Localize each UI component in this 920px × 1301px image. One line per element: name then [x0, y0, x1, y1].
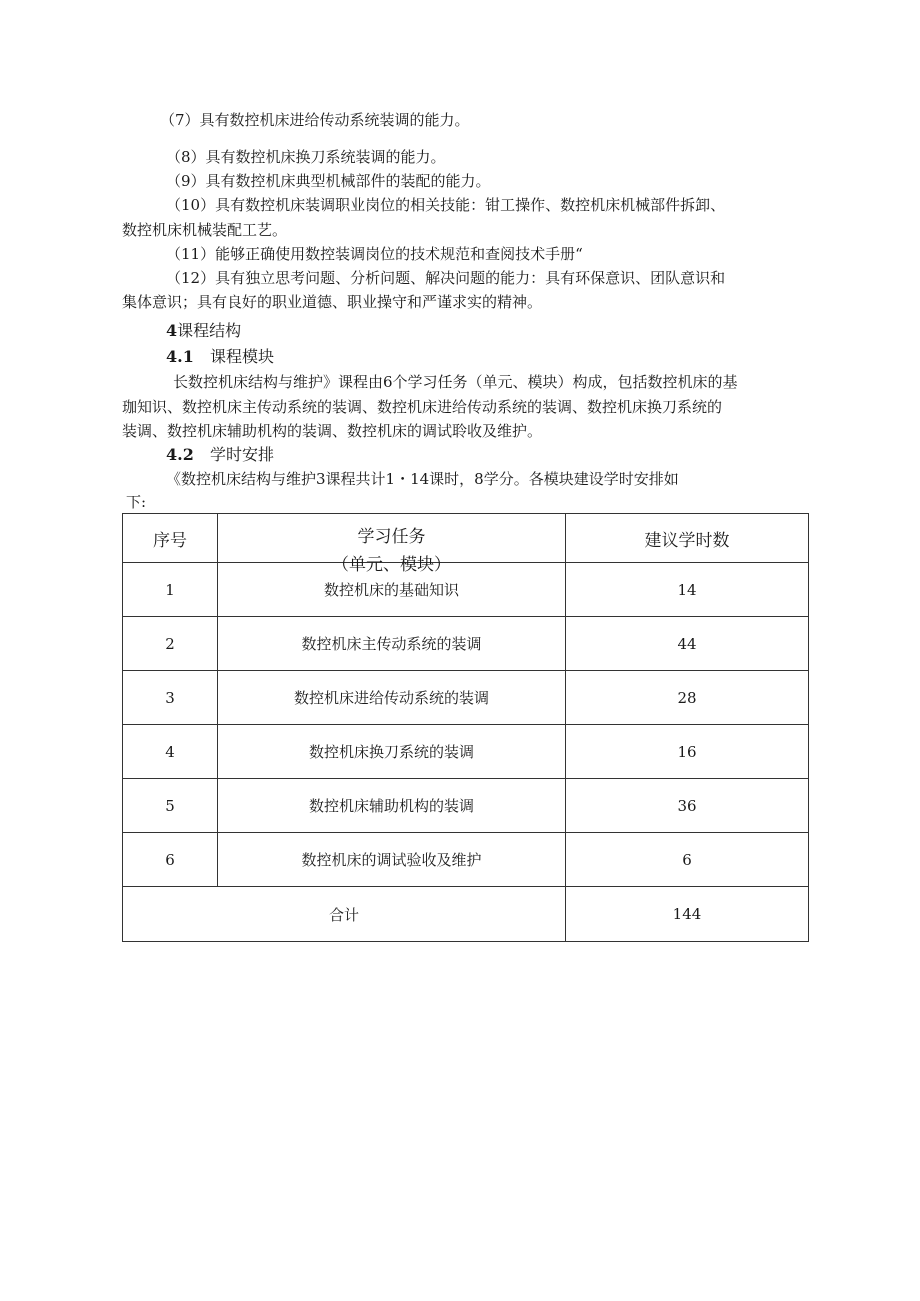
table-header-row	[123, 514, 809, 563]
list-item-12: （12）具有独立思考问题、分析问题、解决问题的能力：具有环保意识、团队意识和	[166, 269, 726, 287]
row-hours: 16	[566, 725, 809, 779]
list-item-9: （9）具有数控机床典型机械部件的装配的能力。	[166, 172, 491, 190]
list-item-7: （7）具有数控机床进给传动系统装调的能力。	[160, 111, 470, 129]
total-label: 合计	[123, 887, 566, 942]
row-index: 3	[123, 671, 218, 725]
section-4-heading	[166, 320, 241, 342]
list-item-10-continued: 数控机床机械装配工艺。	[122, 221, 288, 239]
header-task-line-1: 学习任务	[357, 527, 426, 547]
section-4-2-heading	[166, 444, 274, 466]
row-hours: 28	[566, 671, 809, 725]
section-4-2-paragraph-line-1: 《数控机床结构与维护3课程共计1・14课时，8学分。各模块建设学时安排如	[166, 470, 679, 488]
list-item-8: （8）具有数控机床换刀系统装调的能力。	[166, 148, 446, 166]
header-task	[218, 514, 566, 575]
row-hours: 36	[566, 779, 809, 833]
section-4-1-number: 4.1	[166, 347, 194, 366]
section-4-2-number: 4.2	[166, 445, 194, 464]
table-row	[123, 833, 809, 887]
row-index: 1	[123, 563, 218, 617]
table-row	[123, 725, 809, 779]
header-index: 序号	[123, 514, 218, 563]
row-task: 数控机床辅助机构的装调	[218, 779, 566, 833]
table-row	[123, 779, 809, 833]
row-index: 2	[123, 617, 218, 671]
row-task: 数控机床进给传动系统的装调	[218, 671, 566, 725]
section-4-1-heading	[166, 346, 274, 368]
table-total-row	[123, 887, 809, 942]
section-4-2-paragraph-line-2: 下:	[126, 493, 147, 511]
row-hours: 6	[566, 833, 809, 887]
row-hours: 44	[566, 617, 809, 671]
header-hours: 建议学时数	[566, 514, 809, 563]
header-task-line-2: （单元、模块）	[332, 555, 451, 575]
row-index: 4	[123, 725, 218, 779]
row-index: 5	[123, 779, 218, 833]
total-hours: 144	[566, 887, 809, 942]
section-4-2-title: 学时安排	[210, 445, 275, 464]
list-item-10: （10）具有数控机床装调职业岗位的相关技能：钳工操作、数控机床机械部件拆卸、	[166, 196, 726, 214]
list-item-11: （11）能够正确使用数控装调岗位的技术规范和查阅技术手册“	[166, 245, 583, 263]
section-4-1-title: 课程模块	[210, 347, 275, 366]
row-task: 数控机床换刀系统的装调	[218, 725, 566, 779]
table-row	[123, 617, 809, 671]
row-task: 数控机床的调试验收及维护	[218, 833, 566, 887]
section-4-number: 4	[166, 321, 178, 340]
section-4-title: 课程结构	[177, 321, 242, 340]
section-4-1-paragraph-line-1: 长数控机床结构与维护》课程由6个学习任务（单元、模块）构成，包括数控机床的基	[173, 373, 738, 391]
row-hours: 14	[566, 563, 809, 617]
list-item-12-continued: 集体意识；具有良好的职业道德、职业操守和严谨求实的精神。	[122, 293, 543, 311]
section-4-1-paragraph-line-3: 装调、数控机床辅助机构的装调、数控机床的调试聆收及维护。	[122, 422, 543, 440]
hours-table	[122, 513, 809, 942]
table-row	[123, 671, 809, 725]
row-task: 数控机床主传动系统的装调	[218, 617, 566, 671]
section-4-1-paragraph-line-2: 珈知识、数控机床主传动系统的装调、数控机床进给传动系统的装调、数控机床换刀系统的	[122, 398, 723, 416]
row-index: 6	[123, 833, 218, 887]
row-task: 数控机床的基础知识	[218, 563, 566, 617]
